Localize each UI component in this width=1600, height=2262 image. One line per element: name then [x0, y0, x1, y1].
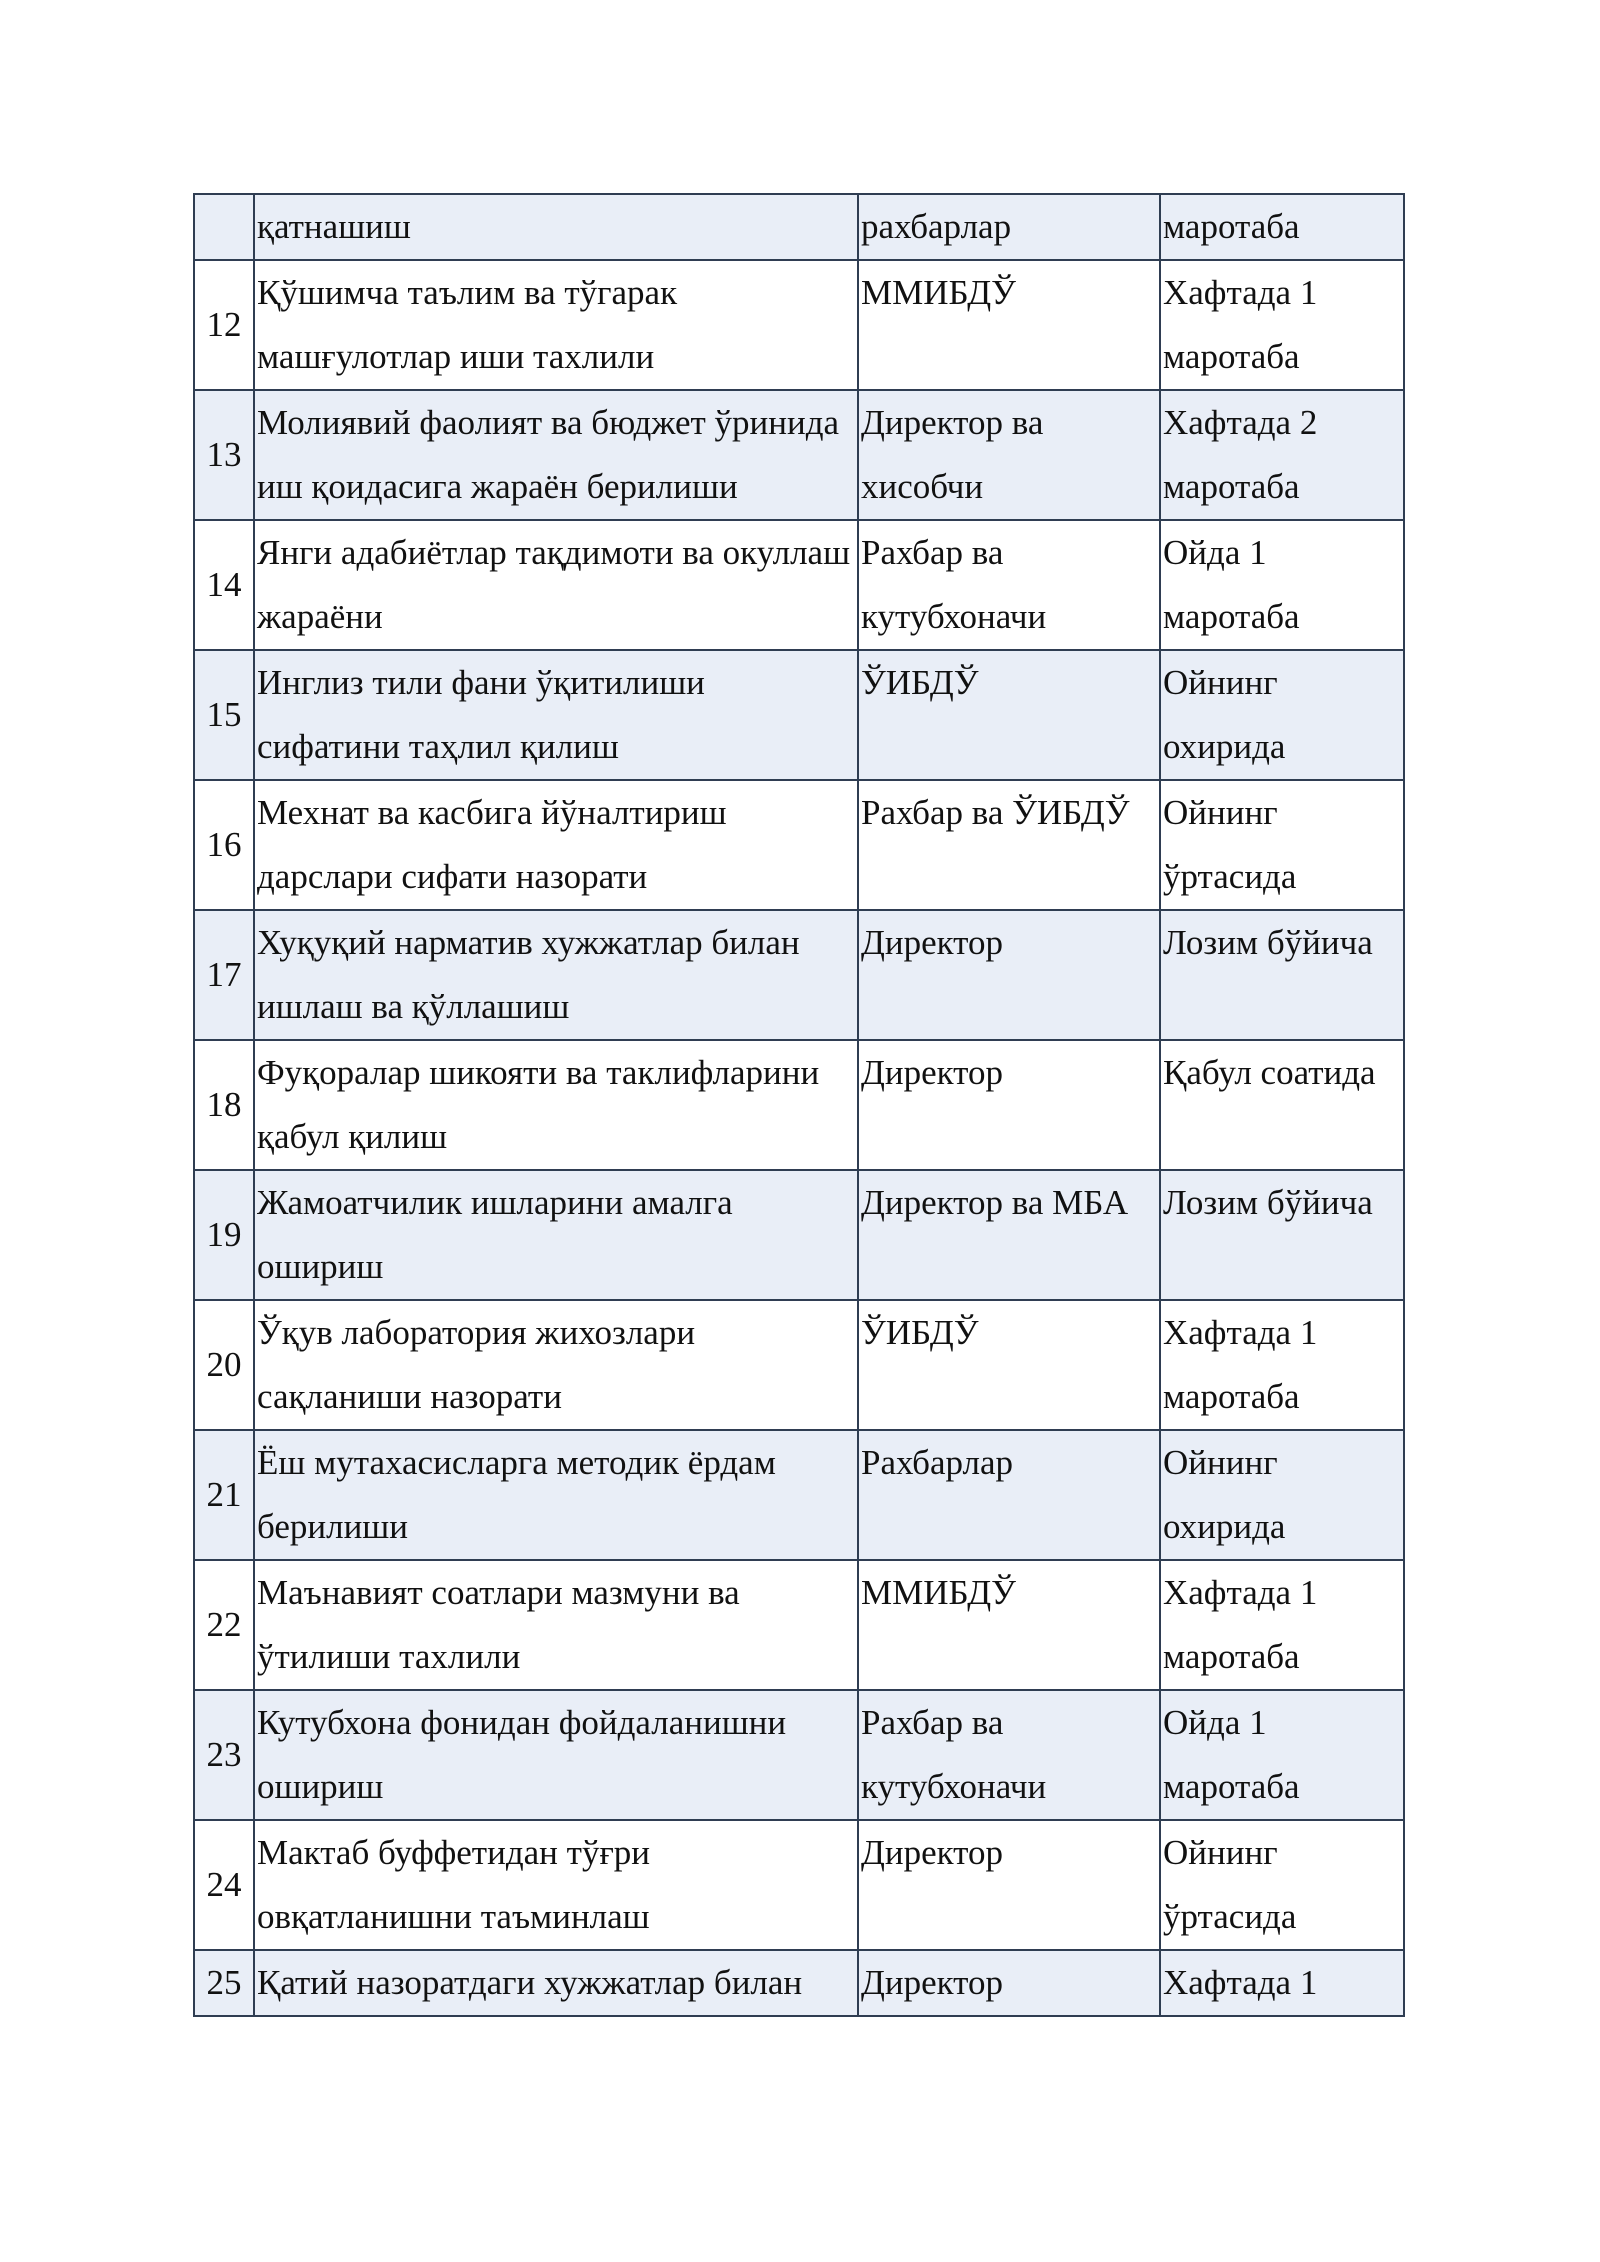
responsible-cell: Директор — [858, 1040, 1160, 1170]
task-cell: Ўқув лаборатория жихозлари сақланиши назорати — [254, 1300, 858, 1430]
task-cell: Кутубхона фонидан фойдаланишни ошириш — [254, 1690, 858, 1820]
row-number: 17 — [194, 910, 254, 1040]
row-number: 25 — [194, 1950, 254, 2016]
plan-table-body — [194, 194, 1404, 2016]
term-cell: маротаба — [1160, 194, 1404, 260]
term-cell: Ойнинг охирида — [1160, 1430, 1404, 1560]
responsible-cell: Рахбар ва кутубхоначи — [858, 1690, 1160, 1820]
row-number: 20 — [194, 1300, 254, 1430]
responsible-cell: ЎИБДЎ — [858, 1300, 1160, 1430]
term-cell: Лозим бўйича — [1160, 1170, 1404, 1300]
responsible-cell: ММИБДЎ — [858, 1560, 1160, 1690]
task-cell: қатнашиш — [254, 194, 858, 260]
term-cell: Хафтада 1 маротаба — [1160, 260, 1404, 390]
responsible-cell: Рахбар ва кутубхоначи — [858, 520, 1160, 650]
responsible-cell: ММИБДЎ — [858, 260, 1160, 390]
responsible-cell: Директор ва МБА — [858, 1170, 1160, 1300]
responsible-cell: Директор ва хисобчи — [858, 390, 1160, 520]
term-cell: Ойнинг ўртасида — [1160, 1820, 1404, 1950]
table-row — [194, 780, 1404, 910]
table-row — [194, 1300, 1404, 1430]
term-cell: Ойда 1 маротаба — [1160, 1690, 1404, 1820]
task-cell: Мехнат ва касбига йўналтириш дарслари сифати назорати — [254, 780, 858, 910]
table-row — [194, 194, 1404, 260]
term-cell: Хафтада 2 маротаба — [1160, 390, 1404, 520]
responsible-cell: рахбарлар — [858, 194, 1160, 260]
table-row — [194, 1560, 1404, 1690]
table-row — [194, 1170, 1404, 1300]
table-row — [194, 1690, 1404, 1820]
table-row — [194, 1430, 1404, 1560]
task-cell: Маънавият соатлари мазмуни ва ўтилиши тахлили — [254, 1560, 858, 1690]
task-cell: Фуқоралар шикояти ва таклифларини қабул қилиш — [254, 1040, 858, 1170]
row-number: 14 — [194, 520, 254, 650]
task-cell: Молиявий фаолият ва бюджет ўринида иш қоидасига жараён берилиши — [254, 390, 858, 520]
task-cell: Хуқуқий нарматив хужжатлар билан ишлаш ва қўллашиш — [254, 910, 858, 1040]
row-number: 24 — [194, 1820, 254, 1950]
responsible-cell: Директор — [858, 1950, 1160, 2016]
table-row — [194, 260, 1404, 390]
term-cell: Қабул соатида — [1160, 1040, 1404, 1170]
term-cell: Хафтада 1 — [1160, 1950, 1404, 2016]
plan-table — [193, 193, 1405, 2017]
row-number: 22 — [194, 1560, 254, 1690]
row-number: 21 — [194, 1430, 254, 1560]
row-number: 18 — [194, 1040, 254, 1170]
term-cell: Ойнинг ўртасида — [1160, 780, 1404, 910]
responsible-cell: ЎИБДЎ — [858, 650, 1160, 780]
task-cell: Инглиз тили фани ўқитилиши сифатини таҳлил қилиш — [254, 650, 858, 780]
row-number: 13 — [194, 390, 254, 520]
table-row — [194, 910, 1404, 1040]
row-number: 16 — [194, 780, 254, 910]
table-row — [194, 390, 1404, 520]
responsible-cell: Рахбарлар — [858, 1430, 1160, 1560]
responsible-cell: Директор — [858, 1820, 1160, 1950]
task-cell: Мактаб буффетидан тўғри овқатланишни таъминлаш — [254, 1820, 858, 1950]
term-cell: Лозим бўйича — [1160, 910, 1404, 1040]
task-cell: Янги адабиётлар тақдимоти ва окуллаш жараёни — [254, 520, 858, 650]
term-cell: Ойнинг охирида — [1160, 650, 1404, 780]
term-cell: Ойда 1 маротаба — [1160, 520, 1404, 650]
row-number: 23 — [194, 1690, 254, 1820]
task-cell: Ёш мутахасисларга методик ёрдам берилиши — [254, 1430, 858, 1560]
table-row — [194, 1820, 1404, 1950]
task-cell: Қўшимча таълим ва тўгарак машғулотлар иши тахлили — [254, 260, 858, 390]
row-number: 19 — [194, 1170, 254, 1300]
row-number: 12 — [194, 260, 254, 390]
table-row — [194, 650, 1404, 780]
table-row — [194, 1040, 1404, 1170]
responsible-cell: Директор — [858, 910, 1160, 1040]
term-cell: Хафтада 1 маротаба — [1160, 1300, 1404, 1430]
task-cell: Жамоатчилик ишларини амалга ошириш — [254, 1170, 858, 1300]
task-cell: Қатий назоратдаги хужжатлар билан — [254, 1950, 858, 2016]
row-number — [194, 194, 254, 260]
row-number: 15 — [194, 650, 254, 780]
table-row — [194, 520, 1404, 650]
responsible-cell: Рахбар ва ЎИБДЎ — [858, 780, 1160, 910]
term-cell: Хафтада 1 маротаба — [1160, 1560, 1404, 1690]
table-row — [194, 1950, 1404, 2016]
